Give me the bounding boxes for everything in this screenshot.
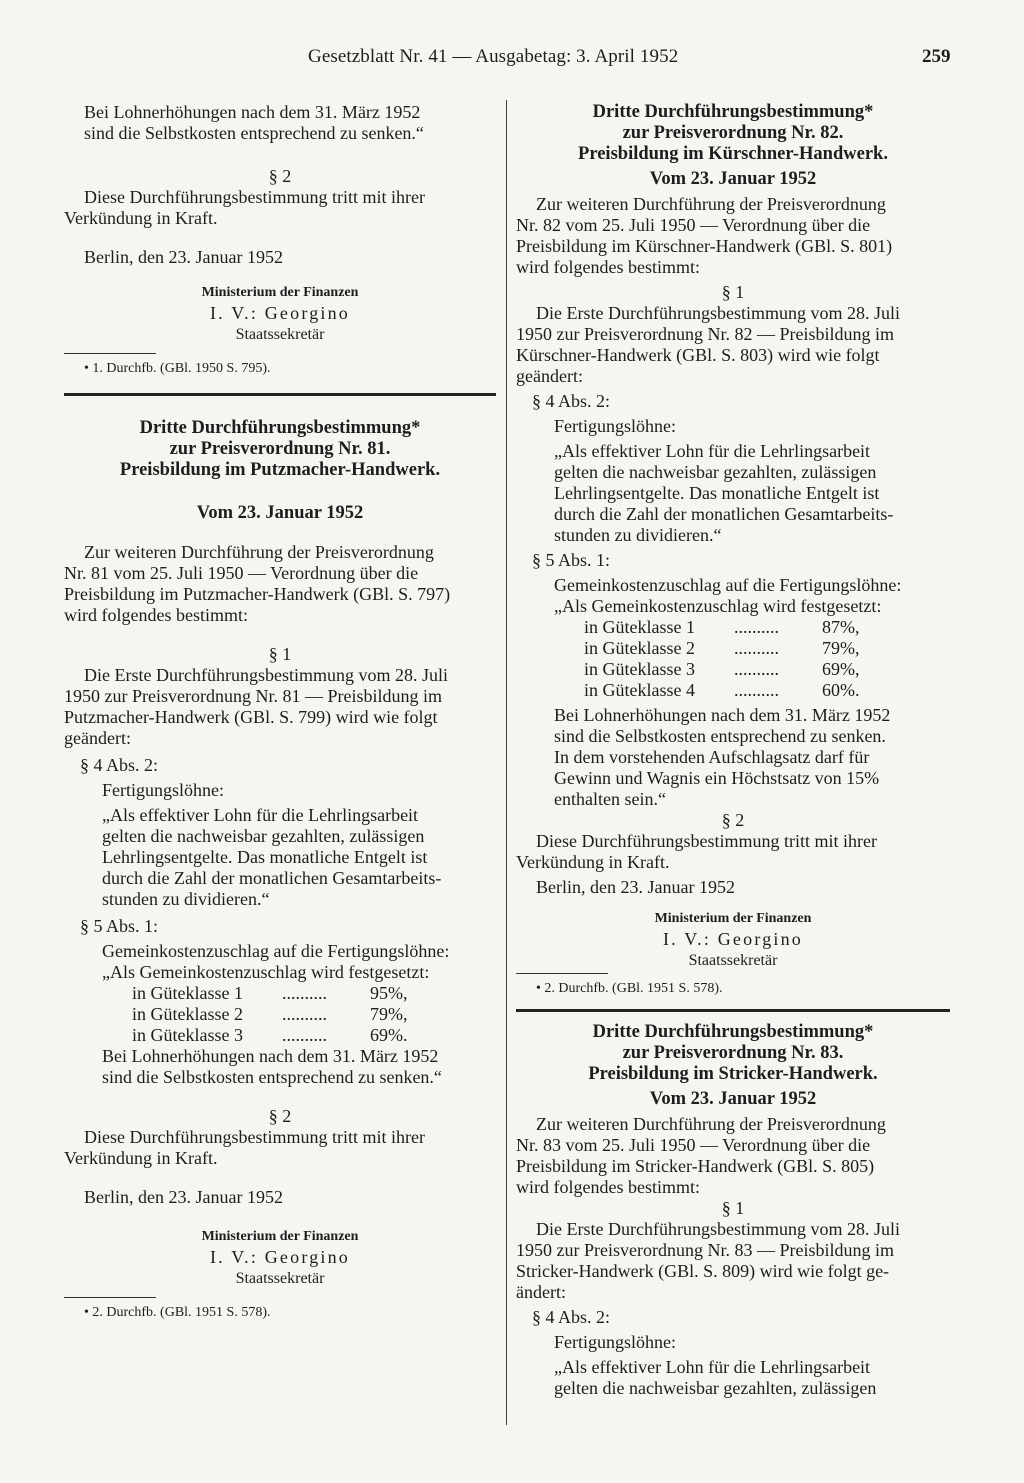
text-line: 1950 zur Preisverordnung Nr. 81 — Preisbildung im	[64, 686, 442, 706]
ministry: Ministerium der Finanzen	[201, 1229, 359, 1244]
text-line: gelten die nachweisbar gezahlten, zulässigen	[102, 826, 425, 846]
text-line: gelten die nachweisbar gezahlten, zulässigen	[554, 462, 877, 482]
footnote: • 2. Durchfb. (GBl. 1951 S. 578).	[536, 981, 723, 996]
text-line: Lehrlingsentgelte. Das monatliche Entgelt ist	[102, 847, 428, 867]
text-line: „Als Gemeinkostenzuschlag wird festgesetzt:	[102, 962, 430, 982]
paragraph-ref: § 4 Abs. 2:	[80, 755, 159, 775]
text-line: Preisbildung im Kürschner-Handwerk (GBl. S. 801)	[516, 236, 893, 256]
left-column	[64, 102, 496, 1323]
text-line: Diese Durchführungsbestimmung tritt mit ihrer	[84, 1127, 425, 1147]
rate-row: in Güteklasse 2 .......... 79%,	[132, 1004, 408, 1024]
signer: I. V.: Georgino	[209, 303, 350, 323]
text-line: Gewinn und Wagnis ein Höchstsatz von 15%	[554, 768, 880, 788]
decree-title: Preisbildung im Stricker-Handwerk.	[588, 1064, 878, 1084]
page-number: 259	[922, 46, 951, 67]
text-line: Bei Lohnerhöhungen nach dem 31. März 1952	[102, 1046, 439, 1066]
text-line: Verkündung in Kraft.	[64, 1148, 218, 1168]
text-line: „Als effektiver Lohn für die Lehrlingsarbeit	[102, 805, 419, 825]
signer: I. V.: Georgino	[662, 929, 803, 949]
section-heading: § 1	[268, 644, 292, 664]
decree-title: Preisbildung im Putzmacher-Handwerk.	[119, 460, 441, 480]
section-heading: § 1	[721, 282, 745, 302]
decree-date: Vom 23. Januar 1952	[196, 503, 364, 523]
place-date: Berlin, den 23. Januar 1952	[84, 247, 283, 267]
signer: I. V.: Georgino	[209, 1247, 350, 1267]
text-line: Die Erste Durchführungsbestimmung vom 28. Juli	[84, 665, 448, 685]
text-line: 1950 zur Preisverordnung Nr. 82 — Preisbildung im	[516, 324, 894, 344]
text-line: Fertigungslöhne:	[554, 1332, 676, 1352]
text-line: sind die Selbstkosten entsprechend zu senken.“	[102, 1067, 442, 1087]
section-heading: § 2	[268, 1106, 292, 1126]
paragraph-ref: § 4 Abs. 2:	[532, 391, 611, 411]
text-line: gelten die nachweisbar gezahlten, zulässigen	[554, 1378, 877, 1398]
text-line: Preisbildung im Putzmacher-Handwerk (GBl. S. 797)	[64, 584, 451, 604]
decree-date: Vom 23. Januar 1952	[649, 169, 817, 189]
text-line: In dem vorstehenden Aufschlagsatz darf für	[554, 747, 870, 767]
signer-title: Staatssekretär	[235, 1270, 325, 1287]
text-line: wird folgendes bestimmt:	[516, 1177, 700, 1197]
section-heading: § 1	[721, 1198, 745, 1218]
rate-row: in Güteklasse 2 .......... 79%,	[584, 638, 860, 658]
text-line: Preisbildung im Stricker-Handwerk (GBl. S. 805)	[516, 1156, 875, 1176]
decree-title: Preisbildung im Kürschner-Handwerk.	[578, 144, 888, 164]
signer-title: Staatssekretär	[688, 952, 778, 969]
text-line: Nr. 83 vom 25. Juli 1950 — Verordnung über die	[516, 1135, 871, 1155]
text-line: Zur weiteren Durchführung der Preisverordnung	[84, 542, 434, 562]
footnote-rule	[64, 1297, 156, 1298]
decree-title: Dritte Durchführungsbestimmung*	[139, 418, 421, 438]
decree-title: zur Preisverordnung Nr. 83.	[622, 1043, 844, 1063]
text-line: ändert:	[516, 1282, 566, 1302]
text-line: Nr. 82 vom 25. Juli 1950 — Verordnung über die	[516, 215, 871, 235]
signer-title: Staatssekretär	[235, 326, 325, 343]
text-line: wird folgendes bestimmt:	[516, 257, 700, 277]
paragraph-ref: § 4 Abs. 2:	[532, 1307, 611, 1327]
section-heading: § 2	[721, 810, 745, 830]
text-line: „Als effektiver Lohn für die Lehrlingsarbeit	[554, 441, 871, 461]
rate-row: in Güteklasse 1 .......... 95%,	[132, 983, 408, 1003]
text-line: geändert:	[64, 728, 131, 748]
decree-title: Dritte Durchführungsbestimmung*	[592, 1022, 874, 1042]
text-line: durch die Zahl der monatlichen Gesamtarbeits-	[554, 504, 894, 524]
text-line: sind die Selbstkosten entsprechend zu senken.	[554, 726, 886, 746]
text-line: Zur weiteren Durchführung der Preisverordnung	[536, 194, 886, 214]
paragraph-ref: § 5 Abs. 1:	[80, 916, 159, 936]
text-line: Stricker-Handwerk (GBl. S. 809) wird wie folgt ge-	[516, 1261, 890, 1281]
text-line: Verkündung in Kraft.	[516, 852, 670, 872]
text-line: Fertigungslöhne:	[554, 416, 676, 436]
text-line: Kürschner-Handwerk (GBl. S. 803) wird wie folgt	[516, 345, 880, 365]
text-line: stunden zu dividieren.“	[554, 525, 722, 545]
paragraph-ref: § 5 Abs. 1:	[532, 550, 611, 570]
text-line: Diese Durchführungsbestimmung tritt mit ihrer	[536, 831, 877, 851]
text-line: Gemeinkostenzuschlag auf die Fertigungslöhne:	[554, 575, 902, 595]
text-line: Gemeinkostenzuschlag auf die Fertigungslöhne:	[102, 941, 450, 961]
text-line: Diese Durchführungsbestimmung tritt mit ihrer	[84, 187, 425, 207]
text-line: geändert:	[516, 366, 583, 386]
text-line: stunden zu dividieren.“	[102, 889, 270, 909]
text-line: Verkündung in Kraft.	[64, 208, 218, 228]
footnote-rule	[516, 973, 608, 974]
place-date: Berlin, den 23. Januar 1952	[536, 877, 735, 897]
ministry: Ministerium der Finanzen	[654, 911, 812, 926]
footnote-rule	[64, 353, 156, 354]
decree-date: Vom 23. Januar 1952	[649, 1089, 817, 1109]
text-line: Putzmacher-Handwerk (GBl. S. 799) wird wie folgt	[64, 707, 438, 727]
ministry: Ministerium der Finanzen	[201, 285, 359, 300]
text-line: „Als Gemeinkostenzuschlag wird festgesetzt:	[554, 596, 882, 616]
text-line: sind die Selbstkosten entsprechend zu senken.“	[84, 123, 424, 143]
running-header: Gesetzblatt Nr. 41 — Ausgabetag: 3. April 1952	[308, 46, 679, 67]
rate-row: in Güteklasse 3 .......... 69%.	[132, 1025, 408, 1045]
text-line: durch die Zahl der monatlichen Gesamtarbeits-	[102, 868, 442, 888]
decree-title: zur Preisverordnung Nr. 82.	[622, 123, 844, 143]
footnote: • 2. Durchfb. (GBl. 1951 S. 578).	[84, 1305, 271, 1320]
text-line: Die Erste Durchführungsbestimmung vom 28. Juli	[536, 1219, 900, 1239]
text-line: Nr. 81 vom 25. Juli 1950 — Verordnung über die	[64, 563, 419, 583]
right-column	[516, 102, 950, 1399]
footnote: • 1. Durchfb. (GBl. 1950 S. 795).	[84, 361, 271, 376]
text-line: Fertigungslöhne:	[102, 780, 224, 800]
text-line: Die Erste Durchführungsbestimmung vom 28. Juli	[536, 303, 900, 323]
rate-row: in Güteklasse 1 .......... 87%,	[584, 617, 860, 637]
place-date: Berlin, den 23. Januar 1952	[84, 1187, 283, 1207]
column-divider	[506, 100, 507, 1425]
section-heading: § 2	[268, 166, 292, 186]
text-line: Bei Lohnerhöhungen nach dem 31. März 1952	[84, 102, 421, 122]
decree-title: zur Preisverordnung Nr. 81.	[169, 439, 391, 459]
text-line: „Als effektiver Lohn für die Lehrlingsarbeit	[554, 1357, 871, 1377]
rate-row: in Güteklasse 4 .......... 60%.	[584, 680, 860, 700]
decree-title: Dritte Durchführungsbestimmung*	[592, 102, 874, 122]
text-line: wird folgendes bestimmt:	[64, 605, 248, 625]
text-line: Bei Lohnerhöhungen nach dem 31. März 1952	[554, 705, 891, 725]
text-line: Lehrlingsentgelte. Das monatliche Entgelt ist	[554, 483, 880, 503]
text-line: Zur weiteren Durchführung der Preisverordnung	[536, 1114, 886, 1134]
text-line: 1950 zur Preisverordnung Nr. 83 — Preisbildung im	[516, 1240, 894, 1260]
rate-row: in Güteklasse 3 .......... 69%,	[584, 659, 860, 679]
text-line: enthalten sein.“	[554, 789, 666, 809]
